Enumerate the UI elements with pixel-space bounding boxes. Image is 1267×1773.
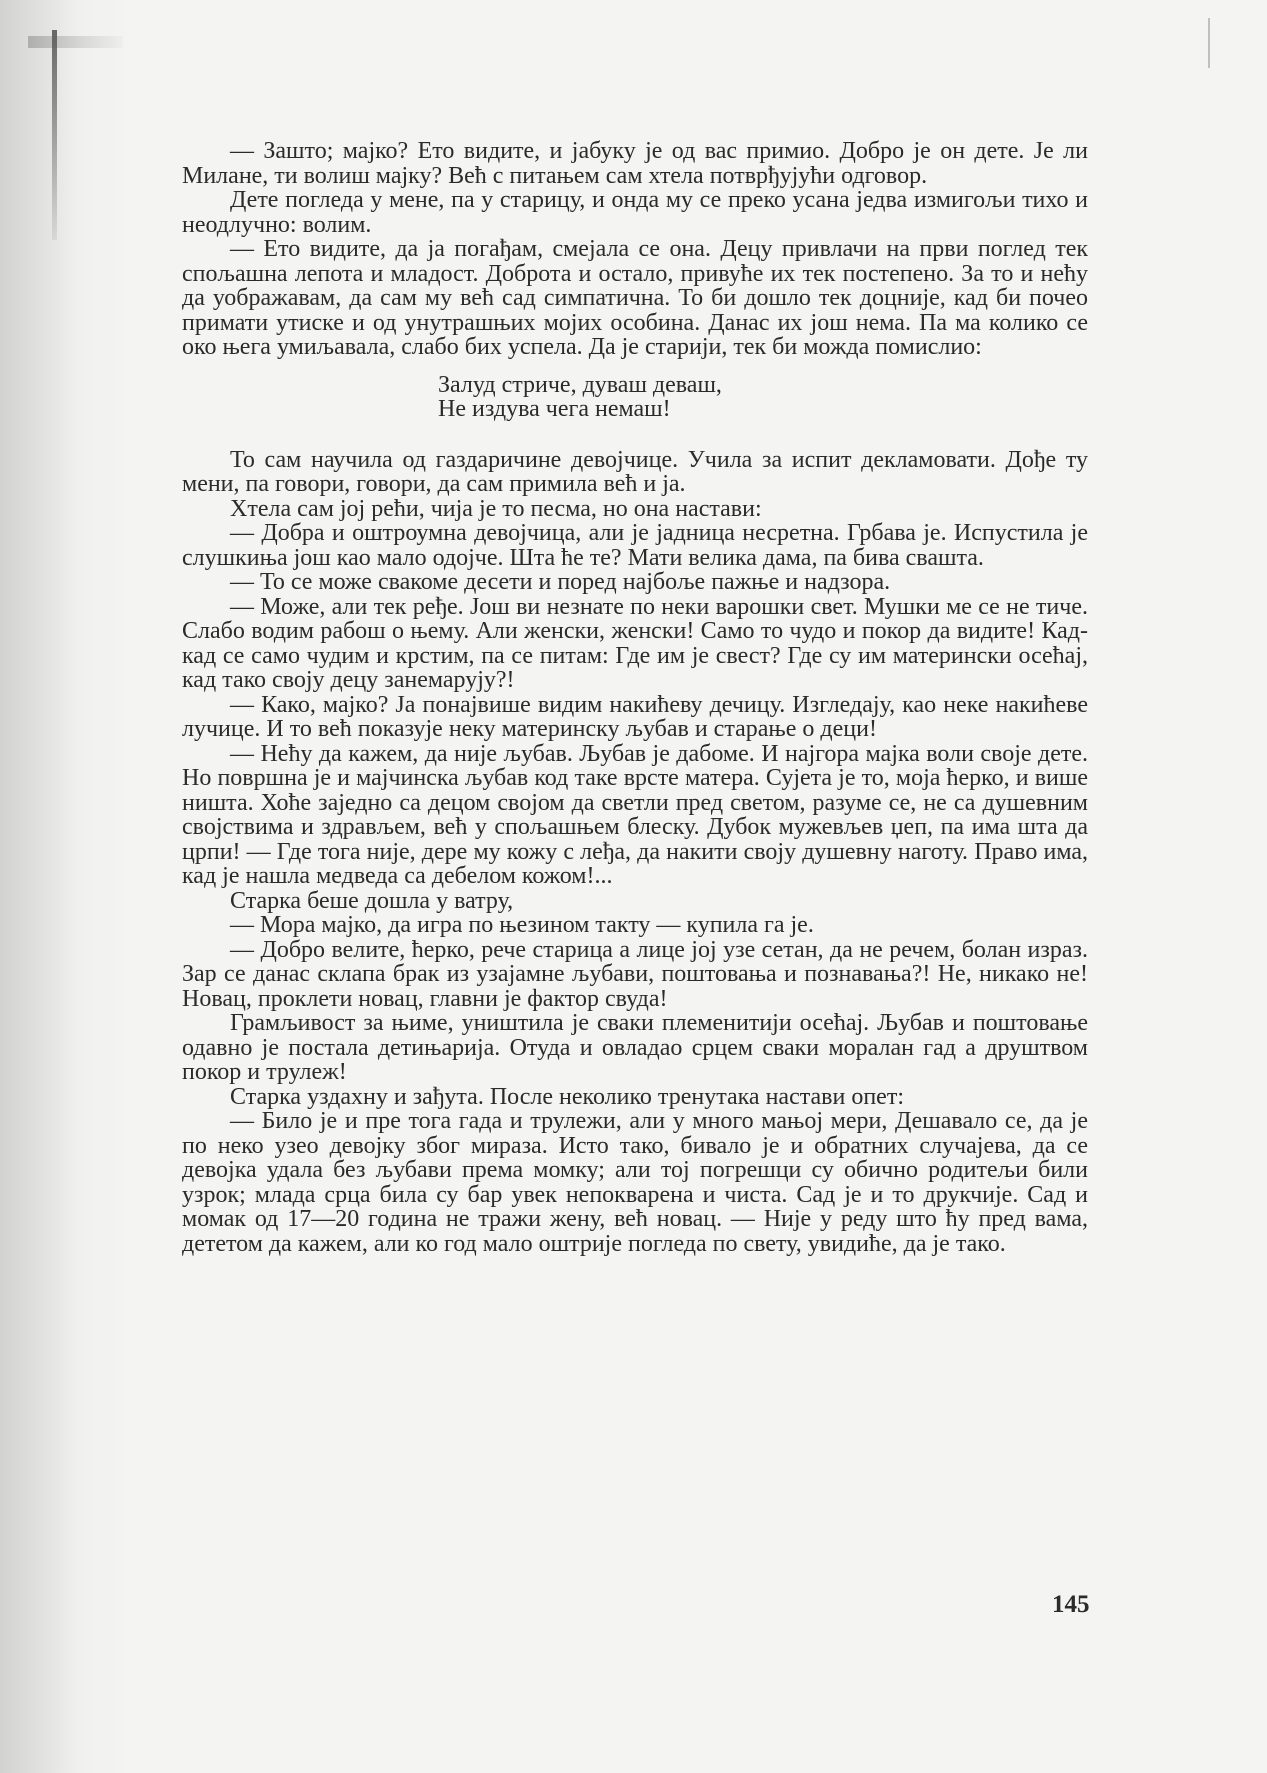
paragraph: — Било је и пре тога гада и трулежи, али у много мањој мери, Дешавало се, да је по неко узео девојку због мираза. Исто тако, бивало је и обратних случајева, да се девојка удала без љубави према момку; али тој погрешци су обично родитељи били узрок; млада срца била су бар увек непокварена и чиста. Сад је и то друкчије. Сад и момак од 17—20 година не тражи жену, већ новац. — Није у реду што ћу пред вама, дететом да кажем, али ко год мало оштрије погледа по свету, увидиће, да је тако. — [182, 1108, 1088, 1257]
gutter-mark — [52, 30, 57, 240]
paragraph: — Нећу да кажем, да није љубав. Љубав је дабоме. И најгора мајка воли своје дете. Но површна је и мајчинска љубав код таке врсте матера. Сујета је то, моја ћерко, и више ништа. Хоће заједно са децом својом да светли пред светом, разуме се, не са душевним својствима и здрављем, већ у спољашњем блеску. Дубок мужевљев џеп, па има шта да црпи! — Где тога није, дере му кожу с леђа, да накити своју душевну наготу. Право има, кад је нашла медведа са дебелом кожом!... — [182, 740, 1088, 889]
paragraph: — Може, али тек ређе. Још ви незнате по неки варошки свет. Мушки ме се не тиче. Слабо водим рабош о њему. Али женски, женски! Само то чудо и покор да видите! Кад-кад се само чудим и крстим, па се питам: Где им је свест? Где су им матерински осећај, кад тако своју децу занемарују?! — [182, 593, 1088, 693]
paragraph: — Зашто; мајко? Ето видите, и јабуку је од вас примио. Добро је он дете. Је ли Милане, ти волиш мајку? Већ с питањем сам хтела потврђујући одговор. — [182, 138, 1088, 189]
paragraph: Дете погледа у мене, па у старицу, и онда му се преко усана једва измигољи тихо и неодлучно: волим. — [182, 187, 1088, 238]
paragraph: — Добра и оштроумна девојчица, али је јадница несретна. Грбава је. Испустила је слушкиња још као мало одојче. Шта ће те? Мати велика дама, па бива свашта. — [182, 520, 1088, 571]
paragraph: — Како, мајко? Ја понајвише видим накићеву дечицу. Изгледају, као неке накићеве лучице. И то већ показује неку материнску љубав и старање о деци! — [182, 691, 1088, 742]
verse-line: Залуд стриче, дуваш деваш, — [438, 371, 722, 398]
paragraph: Грамљивост за њиме, уништила је сваки племенитији осећај. Љубав и поштовање одавно је постала детињарија. Отуда и овладао срцем сваки моралан гад а друштвом покор и трулеж! — [182, 1010, 1088, 1085]
edge-mark — [1208, 18, 1210, 68]
paragraph: — Мора мајко, да игра по њезином такту — купила га је. — [230, 912, 814, 938]
page-text — [182, 139, 1088, 1256]
paragraph: Хтела сам јој рећи, чија је то песма, но она настави: — [230, 495, 762, 522]
paragraph: Старка уздахну и зађута. После неколико тренутака настави опет: — [230, 1083, 904, 1110]
paragraph: — То се може свакоме десети и поред најбоље пажње и надзора. — [230, 569, 891, 595]
paragraph: Старка беше дошла у ватру, — [230, 887, 514, 914]
verse — [182, 373, 1088, 422]
binding-shadow — [0, 0, 135, 1773]
page-number: 145 — [1052, 1591, 1090, 1618]
verse-line: Не издува чега немаш! — [438, 396, 671, 422]
gutter-mark-horizontal — [28, 36, 123, 48]
paragraph: — Добро велите, ћерко, рече старица а лице јој узе сетан, да не речем, болан израз. Зар се данас склапа брак из узајамне љубави, поштовања и познавања?! Не, никако не! Новац, проклети новац, главни је фактор свуда! — [182, 936, 1088, 1012]
paragraph: То сам научила од газдаричине девојчице. Учила за испит декламовати. Дође ту мени, па говори, говори, да сам примила већ и ја. — [182, 446, 1088, 497]
paragraph: — Ето видите, да ја погађам, смејала се она. Децу привлачи на први поглед тек спољашна лепота и младост. Доброта и остало, привуће их тек постепено. За то и нећу да уображавам, да сам му већ сад симпатична. То би дошло тек доцније, кад би почео примати утиске и од унутрашњих мојих особина. Данас их још нема. Па ма колико се око њега умиљавала, слабо бих успела. Да је старији, тек би можда помислио: — [182, 236, 1088, 360]
